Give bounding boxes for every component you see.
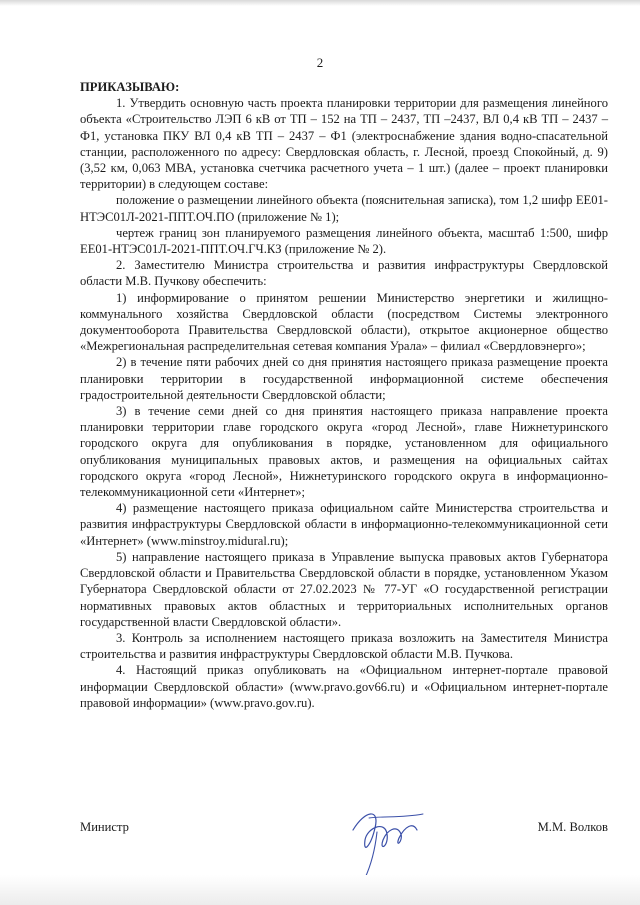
paragraph-3: 3. Контроль за исполнением настоящего приказа возложить на Заместителя Министра строительства и развития инфраструктуры Свердловской области М.В. Пучкова. xyxy=(80,630,608,662)
paragraph-1-item-b: чертеж границ зон планируемого размещения линейного объекта, масштаб 1:500, шифр ЕЕ01-НТЭС01Л-2021-ППТ.ОЧ.ГЧ.КЗ (приложение № 2). xyxy=(80,225,608,257)
paragraph-2-sub-4: 4) размещение настоящего приказа официальном сайте Министерства строительства и развития инфраструктуры Свердловской области в информационно-телекоммуникационной сети «Интернет» (www.minstroy.midural.ru); xyxy=(80,501,608,548)
paragraph-2: 2. Заместителю Министра строительства и развития инфраструктуры Свердловской области М.В. Пучкову обеспечить: xyxy=(80,258,608,289)
scan-edge-bottom xyxy=(0,875,640,905)
paragraph-4: 4. Настоящий приказ опубликовать на «Официальном интернет-портале правовой информации Свердловской области» (www.pravo.gov66.ru) и «Официальном интернет-портале правовой информации» (www.pravo.gov.ru). xyxy=(80,663,608,710)
signatory-title: Министр xyxy=(80,820,129,834)
paragraph-2-sub-5: 5) направление настоящего приказа в Управление выпуска правовых актов Губернатора Свердловской области и Правительства Свердловской области в порядке, установленном Указом Губернатора Свердловской области от 27.02.2023 № 77-УГ «О государственной регистрации нормативных правовых актов областных и территориальных исполнительных органов государственной власти Свердловской области». xyxy=(80,549,608,629)
paragraph-1: 1. Утвердить основную часть проекта планировки территории для размещения линейного объекта «Строительство ЛЭП 6 кВ от ТП – 152 на ТП – 2437, ТП –2437, ВЛ 0,4 кВ ТП – 2437 – Ф1, установка ПКУ ВЛ 0,4 кВ ТП – 2437 – Ф1 (электроснабжение здания водно-спасательной станции, расположенного по адресу: Свердловская область, г. Лесной, проезд Спокойный, д. 9) (3,52 км, 0,063 МВА, установка счетчика расчетного учета – 1 шт.) (далее – проект планировки территории) в следующем составе: xyxy=(80,96,608,192)
order-heading: ПРИКАЗЫВАЮ: xyxy=(80,80,180,94)
signatory-name: М.М. Волков xyxy=(537,820,608,834)
document-body xyxy=(80,79,608,711)
scan-edge xyxy=(0,0,640,6)
page-number: 2 xyxy=(316,55,324,70)
paragraph-2-sub-1: 1) информирование о принятом решении Министерство энергетики и жилищно-коммунального хозяйства Свердловской области (посредством Системы электронного документооборота Правительства Свердловской области), открытое акционерное общество «Межрегиональная распределительная сетевая компания Урала» – филиал «Свердловэнерго»; xyxy=(80,290,608,354)
handwritten-signature xyxy=(335,800,455,880)
paragraph-1-item-a: положение о размещении линейного объекта (пояснительная записка), том 1,2 шифр ЕЕ01-НТЭС01Л-2021-ППТ.ОЧ.ПО (приложение № 1); xyxy=(80,193,608,224)
paragraph-2-sub-2: 2) в течение пяти рабочих дней со дня принятия настоящего приказа размещение проекта планировки территории в государственной информационной системе обеспечения градостроительной деятельности Свердловской области; xyxy=(80,355,608,402)
paragraph-2-sub-3: 3) в течение семи дней со дня принятия настоящего приказа направление проекта планировки территории главе городского округа «город Лесной», главе Нижнетуринского городского округа для опубликования в порядке, установленном для официального опубликования муниципальных правовых актов, и размещения на официальных сайтах городского округа «город Лесной», Нижнетуринского городского округа в информационно-телекоммуникационной сети «Интернет»; xyxy=(80,404,608,500)
